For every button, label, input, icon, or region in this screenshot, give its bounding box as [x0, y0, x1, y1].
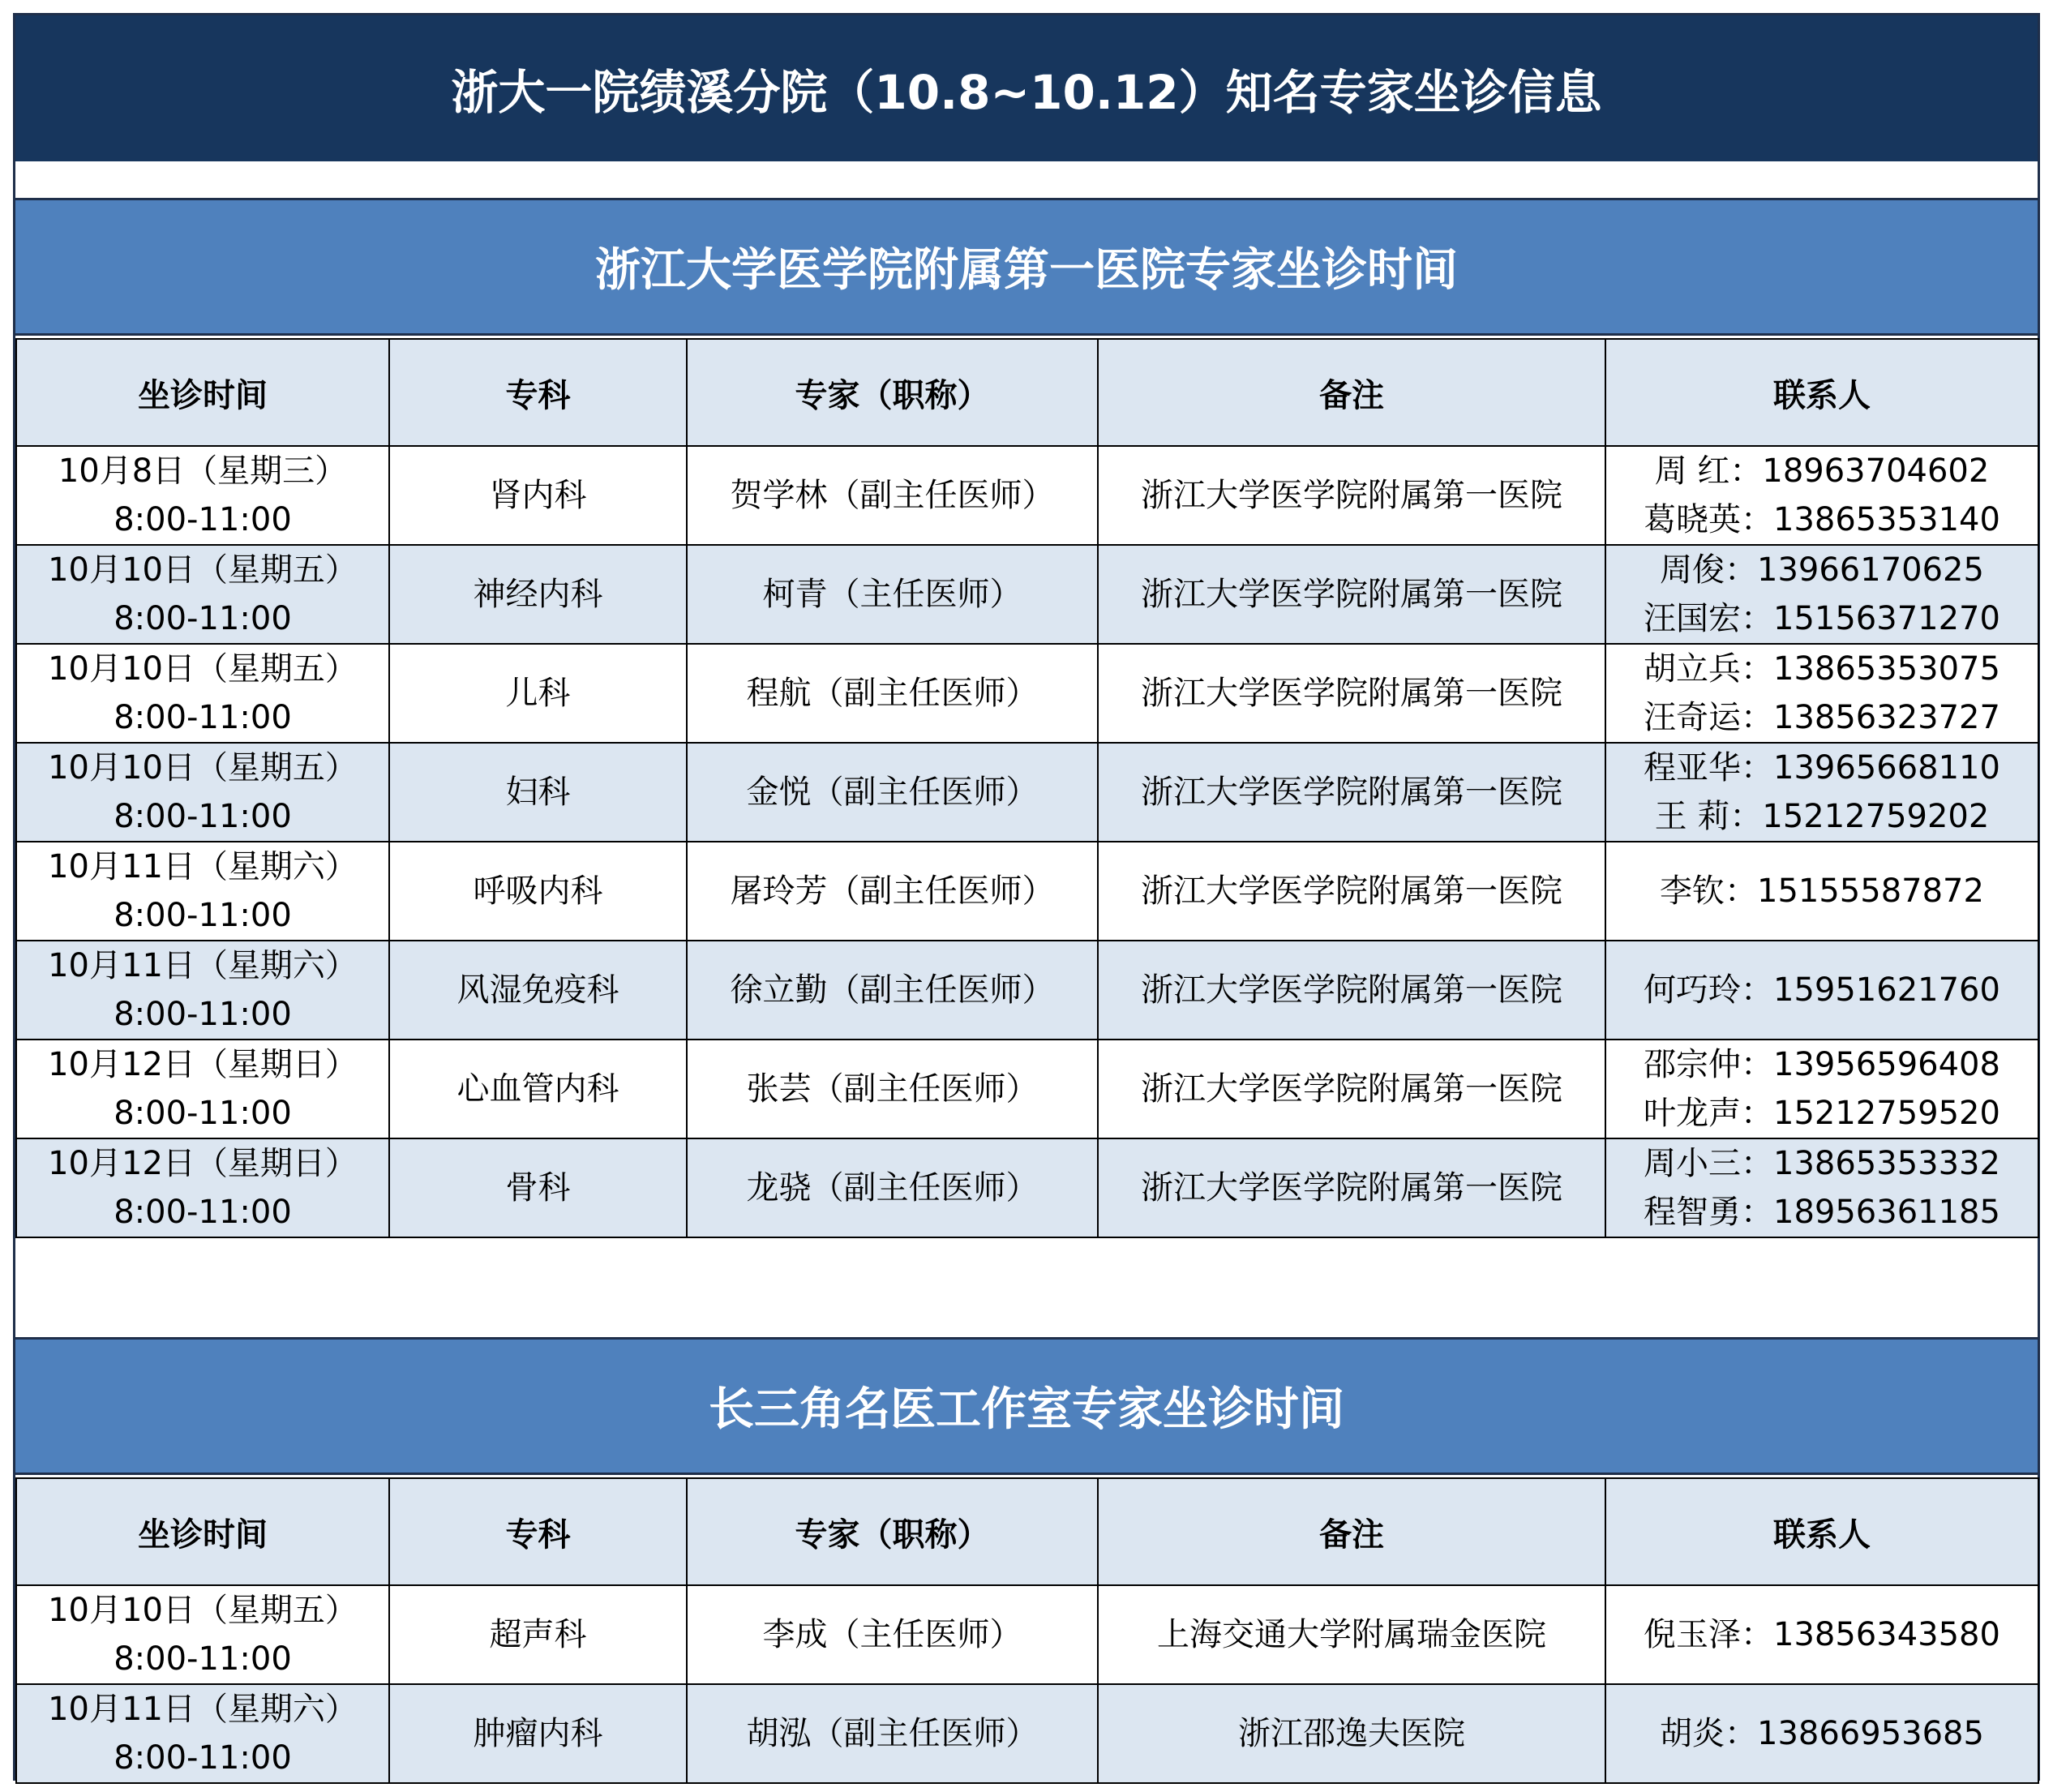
cell-time — [16, 1138, 389, 1237]
cell-expert: 金悦（副主任医师） — [687, 743, 1098, 842]
cell-note: 浙江大学医学院附属第一医院 — [1098, 545, 1605, 644]
table-row — [16, 1040, 2038, 1138]
cell-contact — [1605, 743, 2038, 842]
table-row — [16, 1684, 2038, 1783]
column-header-expert: 专家（职称） — [687, 339, 1098, 446]
table-row — [16, 842, 2038, 941]
visit-hours: 8:00-11:00 — [114, 600, 292, 637]
column-header-expert: 专家（职称） — [687, 1478, 1098, 1585]
cell-department: 风湿免疫科 — [389, 941, 687, 1040]
cell-contact — [1605, 545, 2038, 644]
contact-line: 程智勇：18956361185 — [1644, 1194, 2000, 1231]
cell-expert: 屠玲芳（副主任医师） — [687, 842, 1098, 941]
column-header-department: 专科 — [389, 339, 687, 446]
visit-date: 10月10日（星期五） — [48, 1592, 358, 1629]
cell-note: 浙江大学医学院附属第一医院 — [1098, 842, 1605, 941]
cell-time — [16, 1040, 389, 1138]
column-header-time: 坐诊时间 — [16, 1478, 389, 1585]
contact-line: 汪国宏：15156371270 — [1644, 600, 2000, 637]
column-header-note: 备注 — [1098, 1478, 1605, 1585]
cell-time — [16, 545, 389, 644]
table-row — [16, 1138, 2038, 1237]
cell-time — [16, 743, 389, 842]
visit-date: 10月10日（星期五） — [48, 650, 358, 688]
schedule-table-zju — [15, 338, 2039, 1238]
visit-hours: 8:00-11:00 — [114, 897, 292, 934]
contact-line: 胡立兵：13865353075 — [1644, 650, 2000, 688]
cell-expert: 柯青（主任医师） — [687, 545, 1098, 644]
cell-contact — [1605, 644, 2038, 743]
visit-hours: 8:00-11:00 — [114, 1095, 292, 1132]
cell-department: 肿瘤内科 — [389, 1684, 687, 1783]
cell-contact — [1605, 842, 2038, 941]
visit-date: 10月12日（星期日） — [48, 1046, 358, 1083]
cell-department: 超声科 — [389, 1585, 687, 1684]
cell-note: 浙江大学医学院附属第一医院 — [1098, 446, 1605, 545]
contact-line: 王 莉：15212759202 — [1654, 798, 1990, 835]
column-header-contact: 联系人 — [1605, 1478, 2038, 1585]
cell-time — [16, 842, 389, 941]
cell-department: 儿科 — [389, 644, 687, 743]
visit-hours: 8:00-11:00 — [114, 1194, 292, 1231]
visit-hours: 8:00-11:00 — [114, 501, 292, 538]
table-row — [16, 743, 2038, 842]
table-row — [16, 941, 2038, 1040]
contact-line: 汪奇运：13856323727 — [1644, 699, 2000, 736]
schedule-table-yangtze — [15, 1477, 2039, 1784]
cell-expert: 龙骁（副主任医师） — [687, 1138, 1098, 1237]
table-row — [16, 545, 2038, 644]
cell-time — [16, 1684, 389, 1783]
visit-date: 10月11日（星期六） — [48, 1691, 358, 1728]
cell-expert: 胡泓（副主任医师） — [687, 1684, 1098, 1783]
contact-line: 胡炎：13866953685 — [1660, 1715, 1984, 1752]
visit-hours: 8:00-11:00 — [114, 1640, 292, 1678]
cell-contact — [1605, 1138, 2038, 1237]
cell-note: 浙江大学医学院附属第一医院 — [1098, 1138, 1605, 1237]
visit-date: 10月11日（星期六） — [48, 848, 358, 885]
cell-contact — [1605, 941, 2038, 1040]
page-title: 浙大一院绩溪分院（10.8~10.12）知名专家坐诊信息 — [15, 15, 2038, 161]
cell-time — [16, 1585, 389, 1684]
contact-line: 周小三：13865353332 — [1644, 1145, 2000, 1182]
cell-time — [16, 941, 389, 1040]
section-header-zju-first-hospital: 浙江大学医学院附属第一医院专家坐诊时间 — [15, 198, 2038, 336]
contact-line: 何巧玲：15951621760 — [1644, 971, 2000, 1009]
contact-line: 程亚华：13965668110 — [1644, 749, 2000, 787]
cell-expert: 徐立勤（副主任医师） — [687, 941, 1098, 1040]
contact-line: 周 红：18963704602 — [1654, 452, 1990, 490]
table-row — [16, 1585, 2038, 1684]
contact-line: 葛晓英：13865353140 — [1644, 501, 2000, 538]
contact-line: 邵宗仲：13956596408 — [1644, 1046, 2000, 1083]
cell-expert: 程航（副主任医师） — [687, 644, 1098, 743]
visit-date: 10月10日（星期五） — [48, 551, 358, 589]
section-header-yangtze-studio: 长三角名医工作室专家坐诊时间 — [15, 1337, 2038, 1475]
cell-department: 神经内科 — [389, 545, 687, 644]
column-header-contact: 联系人 — [1605, 339, 2038, 446]
cell-department: 骨科 — [389, 1138, 687, 1237]
cell-note: 浙江大学医学院附属第一医院 — [1098, 644, 1605, 743]
cell-department: 心血管内科 — [389, 1040, 687, 1138]
table-header-row — [16, 339, 2038, 446]
visit-date: 10月10日（星期五） — [48, 749, 358, 787]
visit-hours: 8:00-11:00 — [114, 699, 292, 736]
cell-expert: 李成（主任医师） — [687, 1585, 1098, 1684]
contact-line: 倪玉泽：13856343580 — [1644, 1616, 2000, 1653]
visit-date: 10月11日（星期六） — [48, 947, 358, 984]
visit-date: 10月12日（星期日） — [48, 1145, 358, 1182]
table-row — [16, 446, 2038, 545]
column-header-note: 备注 — [1098, 339, 1605, 446]
cell-contact — [1605, 1585, 2038, 1684]
cell-contact — [1605, 1684, 2038, 1783]
cell-contact — [1605, 1040, 2038, 1138]
visit-hours: 8:00-11:00 — [114, 798, 292, 835]
column-header-department: 专科 — [389, 1478, 687, 1585]
cell-time — [16, 644, 389, 743]
cell-contact — [1605, 446, 2038, 545]
contact-line: 李钦：15155587872 — [1660, 872, 1984, 910]
cell-note: 浙江邵逸夫医院 — [1098, 1684, 1605, 1783]
cell-department: 呼吸内科 — [389, 842, 687, 941]
contact-line: 周俊：13966170625 — [1660, 551, 1984, 589]
cell-note: 浙江大学医学院附属第一医院 — [1098, 1040, 1605, 1138]
cell-department: 肾内科 — [389, 446, 687, 545]
contact-line: 叶龙声：15212759520 — [1644, 1095, 2000, 1132]
cell-note: 浙江大学医学院附属第一医院 — [1098, 743, 1605, 842]
cell-expert: 贺学林（副主任医师） — [687, 446, 1098, 545]
visit-hours: 8:00-11:00 — [114, 996, 292, 1033]
schedule-sheet — [13, 13, 2040, 1781]
column-header-time: 坐诊时间 — [16, 339, 389, 446]
visit-hours: 8:00-11:00 — [114, 1739, 292, 1777]
cell-time — [16, 446, 389, 545]
table-row — [16, 644, 2038, 743]
table-header-row — [16, 1478, 2038, 1585]
cell-note: 上海交通大学附属瑞金医院 — [1098, 1585, 1605, 1684]
cell-note: 浙江大学医学院附属第一医院 — [1098, 941, 1605, 1040]
cell-expert: 张芸（副主任医师） — [687, 1040, 1098, 1138]
cell-department: 妇科 — [389, 743, 687, 842]
visit-date: 10月8日（星期三） — [58, 452, 348, 490]
